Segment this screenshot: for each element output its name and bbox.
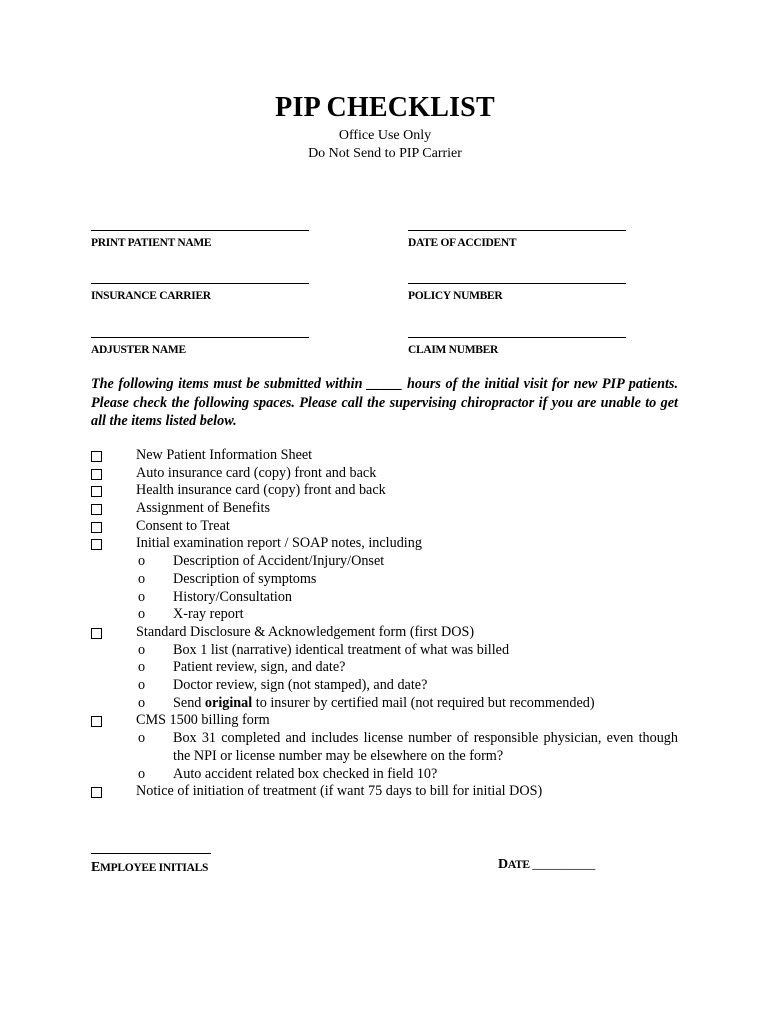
checklist-item-label: Notice of initiation of treatment (if want 75 days to bill for initial DOS) [136,783,543,800]
sub-item-label: Box 1 list (narrative) identical treatment of what was billed [173,641,510,658]
checkbox-icon[interactable] [91,522,102,533]
date-of-accident-label: DATE OF ACCIDENT [408,237,517,249]
bullet-icon: o [138,588,146,605]
checklist-item-label: Consent to Treat [136,517,230,534]
patient-name-label: PRINT PATIENT NAME [91,237,212,249]
employee-initials-label [91,860,291,876]
sub-item-label: X-ray report [173,606,244,623]
checklist-item [91,482,691,500]
date-label-rest: ATE [507,859,530,871]
checklist-item [91,447,691,465]
sub-item-label: Doctor review, sign (not stamped), and date? [173,677,428,694]
employee-initials-line[interactable] [91,853,211,854]
checklist-item-label: Health insurance card (copy) front and back [136,482,386,499]
bullet-icon: o [138,677,146,694]
sub-list-item [91,553,691,571]
checklist-item [91,518,691,536]
page-title: PIP CHECKLIST [275,92,495,123]
date-line[interactable]: _________ [532,857,596,872]
policy-number-field[interactable] [408,283,626,302]
checklist [91,447,691,801]
checklist-item-label: Auto insurance card (copy) front and back [136,464,377,481]
employee-initials-field[interactable] [91,853,291,876]
sub-item-label: Description of Accident/Injury/Onset [173,553,385,570]
checklist-item-label: Initial examination report / SOAP notes, including [136,535,422,552]
checkbox-icon[interactable] [91,539,102,550]
bullet-icon: o [138,730,146,747]
adjuster-name-line[interactable] [91,337,309,338]
sub-list-item [91,766,691,784]
sub-list-item [91,695,691,713]
checkbox-icon[interactable] [91,504,102,515]
sub-list-item [91,571,691,589]
checkbox-icon[interactable] [91,628,102,639]
send-text-rest: to insurer by certified mail (not required but recommended) [252,694,595,711]
sub-list-item [91,730,691,765]
patient-name-line[interactable] [91,230,309,231]
checklist-item [91,535,691,553]
date-field[interactable] [498,857,595,873]
original-emphasis: original [204,694,253,711]
insurance-carrier-field[interactable] [91,283,309,302]
checklist-item-label: New Patient Information Sheet [136,447,313,463]
adjuster-name-field[interactable] [91,337,309,356]
checklist-item-label: Standard Disclosure & Acknowledgement form (first DOS) [136,623,475,640]
sub-item-label: Patient review, sign, and date? [173,659,346,676]
employee-initials-cap: E [91,860,101,875]
bullet-icon: o [138,641,146,658]
sub-item-label: Box 31 completed and includes license number of responsible physician, even though the NPI or license number may be elsewhere on the form? [173,730,678,764]
checkbox-icon[interactable] [91,451,102,462]
instructions-paragraph: The following items must be submitted within _____ hours of the initial visit for new PIP patients. Please check the following spaces. Please call the supervising chiropractor if you are unable to get all the items listed below. [91,376,678,429]
patient-name-field[interactable] [91,230,309,249]
checkbox-icon[interactable] [91,787,102,798]
insurance-carrier-label: INSURANCE CARRIER [91,290,211,302]
insurance-carrier-line[interactable] [91,283,309,284]
date-label-cap: D [498,857,508,872]
sub-item-label: Auto accident related box checked in field 10? [173,765,438,782]
checklist-item [91,712,691,730]
subtitle-do-not-send: Do Not Send to PIP Carrier [308,146,462,161]
send-text: Send [173,694,205,711]
checklist-item-label: Assignment of Benefits [136,500,270,517]
checkbox-icon[interactable] [91,486,102,497]
checkbox-icon[interactable] [91,469,102,480]
employee-initials-rest: MPLOYEE INITIALS [100,862,209,874]
checklist-item-label: CMS 1500 billing form [136,712,270,729]
claim-number-field[interactable] [408,337,626,356]
bullet-icon: o [138,570,146,587]
policy-number-label: POLICY NUMBER [408,290,503,302]
bullet-icon: o [138,553,146,570]
adjuster-name-label: ADJUSTER NAME [91,344,186,356]
sub-item-label: Description of symptoms [173,570,317,587]
date-of-accident-field[interactable] [408,230,626,249]
checklist-item [91,783,691,801]
bullet-icon: o [138,765,146,782]
checkbox-icon[interactable] [91,716,102,727]
sub-list-item [91,606,691,624]
bullet-icon: o [138,694,146,711]
checklist-item [91,465,691,483]
sub-list-item [91,659,691,677]
date-of-accident-line[interactable] [408,230,626,231]
sub-list-item [91,589,691,607]
policy-number-line[interactable] [408,283,626,284]
sub-list-item [91,677,691,695]
bullet-icon: o [138,659,146,676]
sub-item-label: History/Consultation [173,588,293,605]
sub-item-label [173,695,678,713]
sub-list-item [91,642,691,660]
claim-number-line[interactable] [408,337,626,338]
subtitle-office-use: Office Use Only [338,128,432,143]
checklist-item [91,500,691,518]
claim-number-label: CLAIM NUMBER [408,344,498,356]
bullet-icon: o [138,606,146,623]
checklist-item [91,624,691,642]
